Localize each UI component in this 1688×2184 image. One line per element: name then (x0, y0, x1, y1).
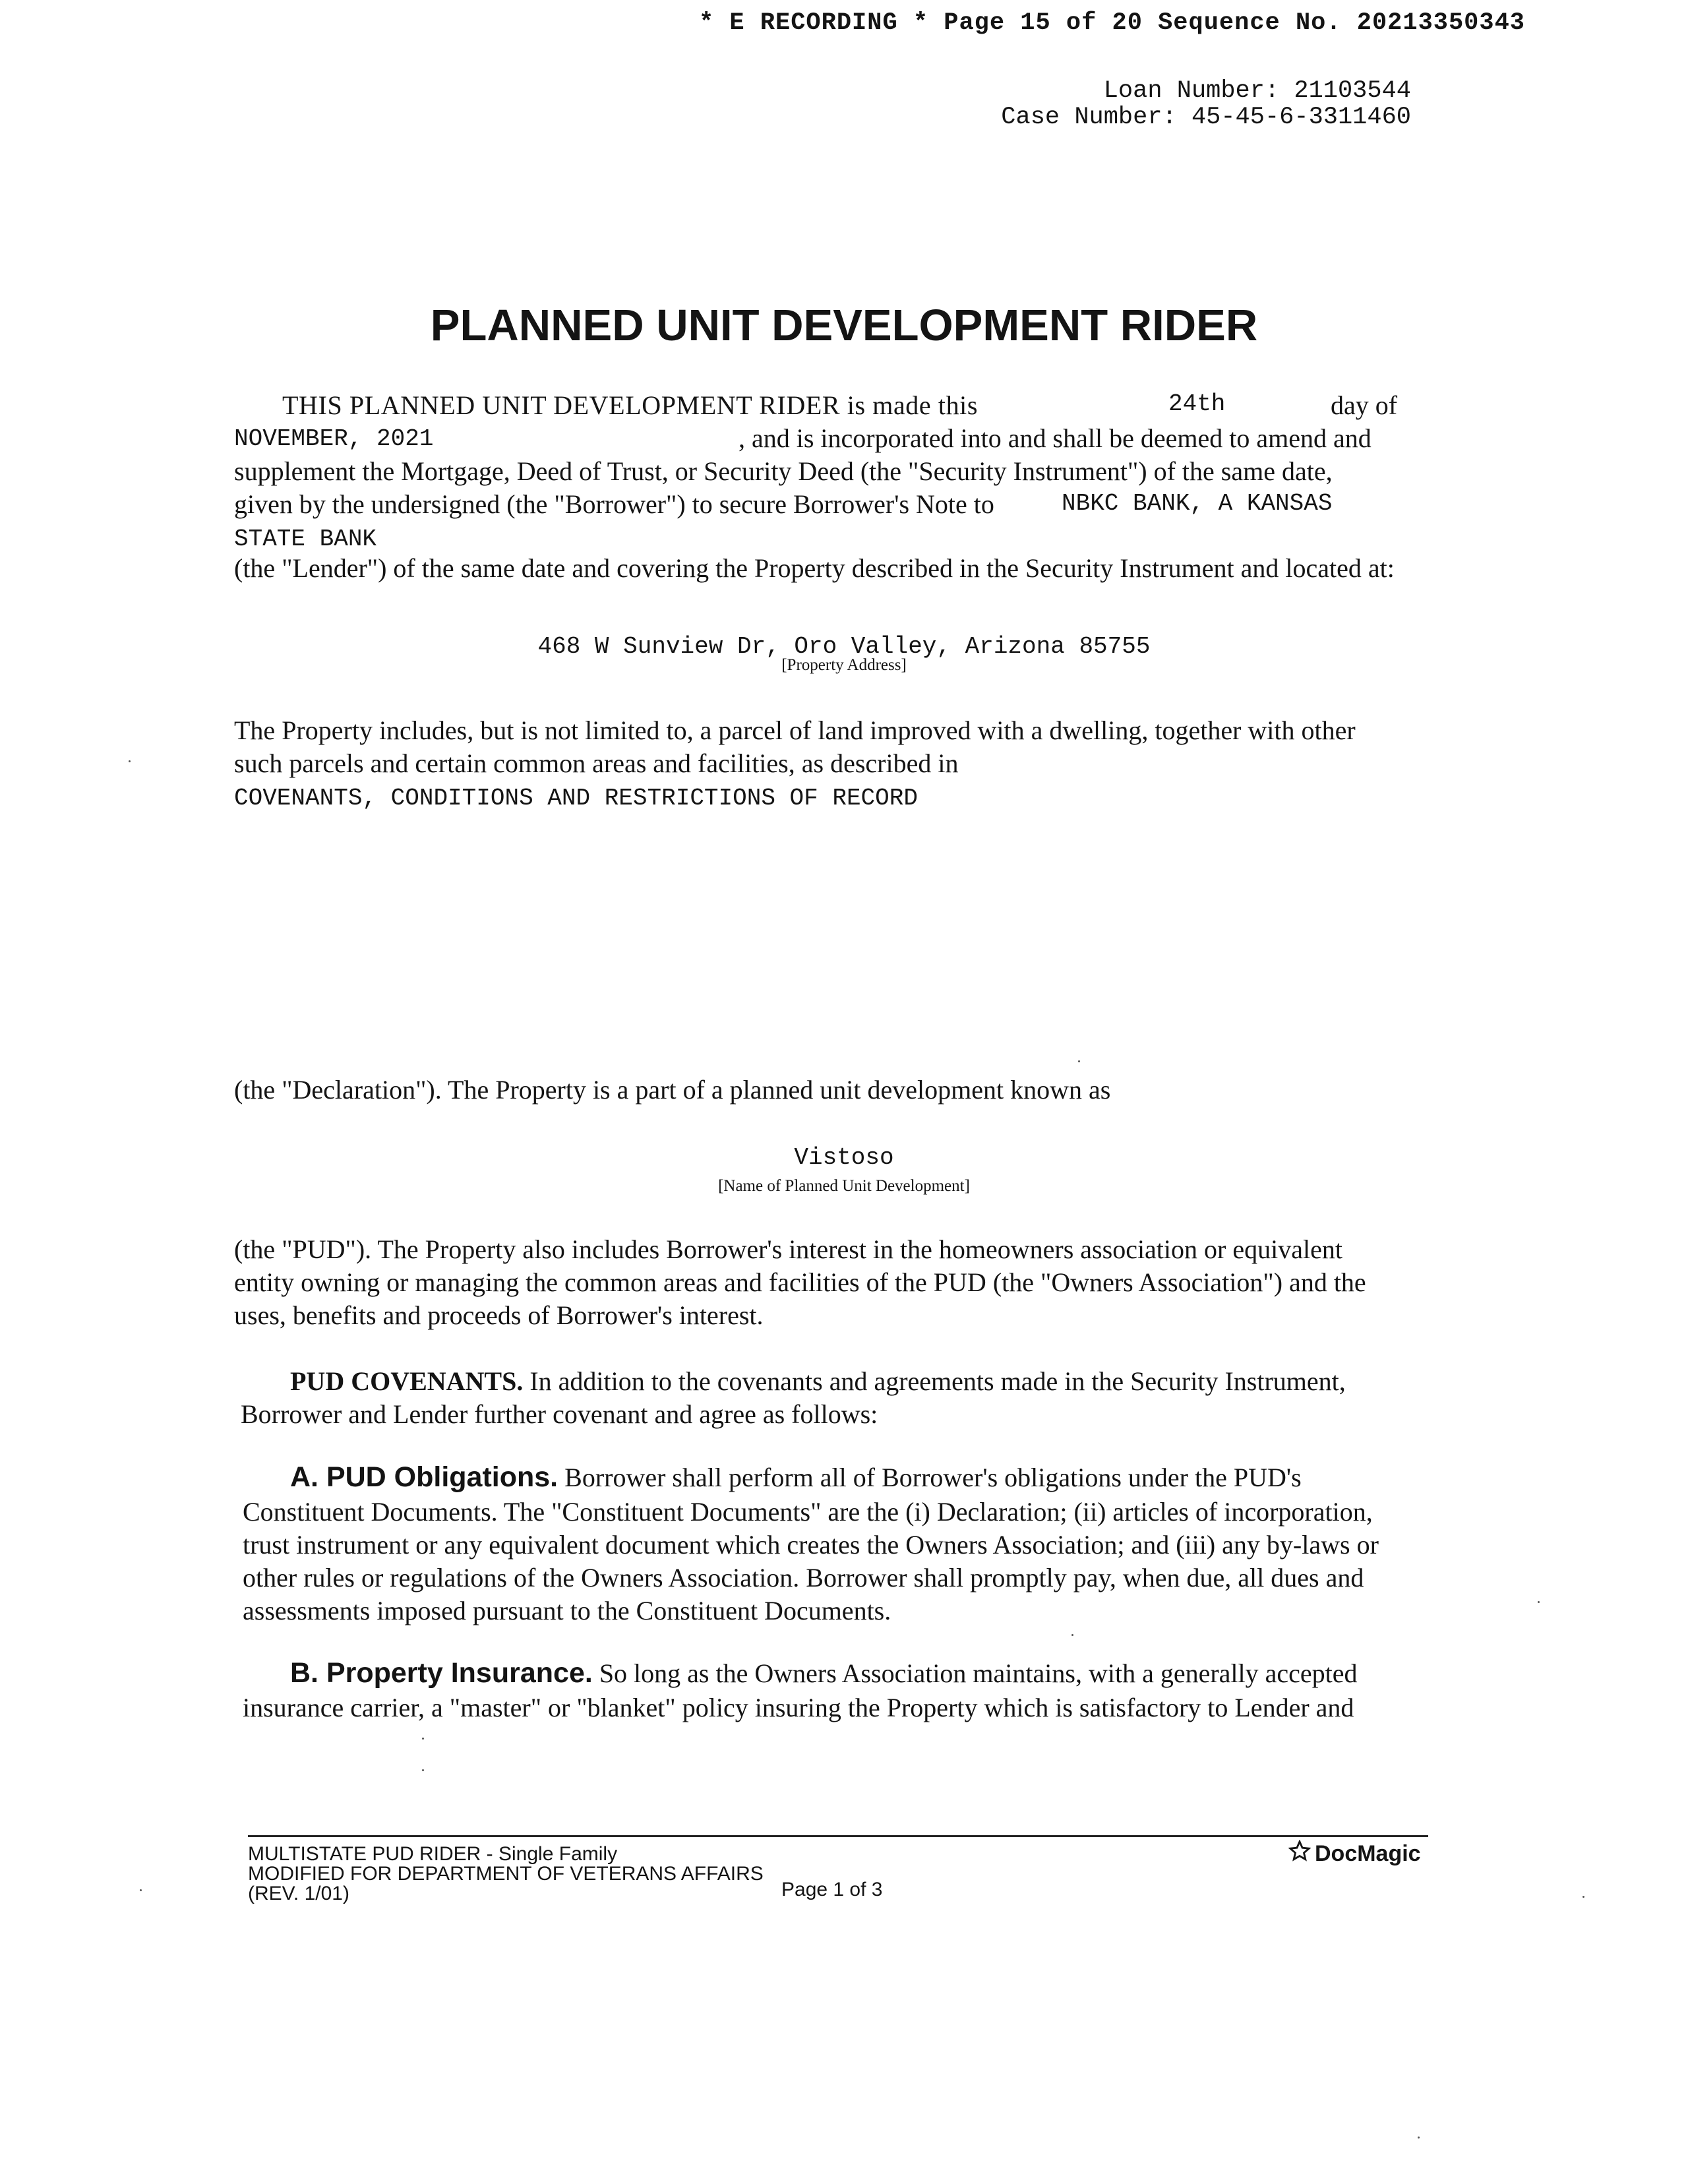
pud-line-1: (the "PUD"). The Property also includes Borrower's interest in the homeowners association or equivalent (234, 1234, 1342, 1264)
scan-speck (1418, 2137, 1420, 2138)
intro-line-6: (the "Lender") of the same date and covering the Property described in the Security Instrument and located at: (234, 553, 1395, 583)
scan-speck (1538, 1601, 1540, 1603)
property-address: 468 W Sunview Dr, Oro Valley, Arizona 85755 (537, 633, 1151, 660)
covenants-text: In addition to the covenants and agreements made in the Security Instrument, (529, 1366, 1346, 1396)
footer-divider (248, 1835, 1428, 1837)
includes-line-1: The Property includes, but is not limited to, a parcel of land improved with a dwelling, together with other (234, 715, 1356, 745)
scan-speck (1078, 1060, 1080, 1062)
footer-form-line-3: (REV. 1/01) (248, 1883, 349, 1904)
covenants-line-2: Borrower and Lender further covenant and agree as follows: (241, 1399, 878, 1429)
rider-month-year: NOVEMBER, 2021 (234, 425, 434, 452)
pud-line-2: entity owning or managing the common areas and facilities of the PUD (the "Owners Association") and the (234, 1267, 1366, 1297)
lender-name-1: NBKC BANK, A KANSAS (1062, 490, 1333, 517)
loan-number: Loan Number: 21103544 (1103, 77, 1411, 105)
section-a-line-4: other rules or regulations of the Owners Association. Borrower shall promptly pay, when due, all dues and (243, 1563, 1364, 1592)
section-a-line-5: assessments imposed pursuant to the Constituent Documents. (243, 1596, 891, 1625)
intro-line-2-tail: , and is incorporated into and shall be deemed to amend and (738, 423, 1372, 453)
star-outline-icon (1288, 1840, 1311, 1868)
brand-name: DocMagic (1315, 1841, 1421, 1866)
pud-name: Vistoso (794, 1144, 894, 1171)
loan-case-block (1001, 78, 1411, 131)
scan-speck (140, 1889, 142, 1891)
intro-line-1 (282, 389, 1416, 422)
case-number: Case Number: 45-45-6-3311460 (1001, 104, 1411, 131)
includes-line-2: such parcels and certain common areas and facilities, as described in (234, 748, 959, 778)
property-address-label: [Property Address] (781, 656, 907, 674)
section-a-line-2: Constituent Documents. The "Constituent Documents" are the (i) Declaration; (ii) articles of incorporation, (243, 1497, 1373, 1527)
recording-header: * E RECORDING * Page 15 of 20 Sequence No. 20213350343 (699, 9, 1525, 37)
section-a-line-1 (290, 1461, 1302, 1494)
pud-line-3: uses, benefits and proceeds of Borrower's interest. (234, 1300, 764, 1330)
document-title: PLANNED UNIT DEVELOPMENT RIDER (430, 301, 1258, 350)
declaration-document-name: COVENANTS, CONDITIONS AND RESTRICTIONS OF RECORD (234, 785, 918, 812)
declaration-line: (the "Declaration"). The Property is a part of a planned unit development known as (234, 1075, 1111, 1105)
scan-speck (1071, 1634, 1073, 1636)
covenants-heading: PUD COVENANTS. (290, 1366, 524, 1396)
covenants-line-1 (290, 1365, 1346, 1398)
docmagic-brand (1288, 1840, 1421, 1868)
scan-speck (422, 1738, 424, 1740)
scan-speck (1582, 1896, 1584, 1898)
footer-form-line-1: MULTISTATE PUD RIDER - Single Family (248, 1843, 618, 1865)
pud-name-label: [Name of Planned Unit Development] (718, 1177, 970, 1195)
footer-page-number: Page 1 of 3 (781, 1879, 883, 1900)
rider-day: 24th (1168, 390, 1226, 417)
intro-day-of: day of (1331, 390, 1398, 420)
section-b-text: So long as the Owners Association maintains, with a generally accepted (599, 1658, 1358, 1688)
lender-name-2: STATE BANK (234, 526, 377, 553)
scan-speck (422, 1769, 424, 1771)
scan-speck (129, 760, 131, 762)
intro-line-3: supplement the Mortgage, Deed of Trust, or Security Deed (the "Security Instrument") of the same date, (234, 456, 1333, 486)
footer-form-line-2: MODIFIED FOR DEPARTMENT OF VETERANS AFFAIRS (248, 1863, 764, 1885)
section-b-line-2: insurance carrier, a "master" or "blanket" policy insuring the Property which is satisfactory to Lender and (243, 1693, 1354, 1722)
section-a-heading: A. PUD Obligations. (290, 1461, 558, 1493)
section-b-heading: B. Property Insurance. (290, 1657, 593, 1689)
section-b-line-1 (290, 1656, 1358, 1690)
intro-lead: THIS PLANNED UNIT DEVELOPMENT RIDER is made this (282, 390, 979, 420)
section-a-text: Borrower shall perform all of Borrower's obligations under the PUD's (564, 1463, 1302, 1492)
intro-line-4: given by the undersigned (the "Borrower") to secure Borrower's Note to (234, 489, 994, 519)
section-a-line-3: trust instrument or any equivalent document which creates the Owners Association; and (iii) any by-laws or (243, 1530, 1379, 1560)
